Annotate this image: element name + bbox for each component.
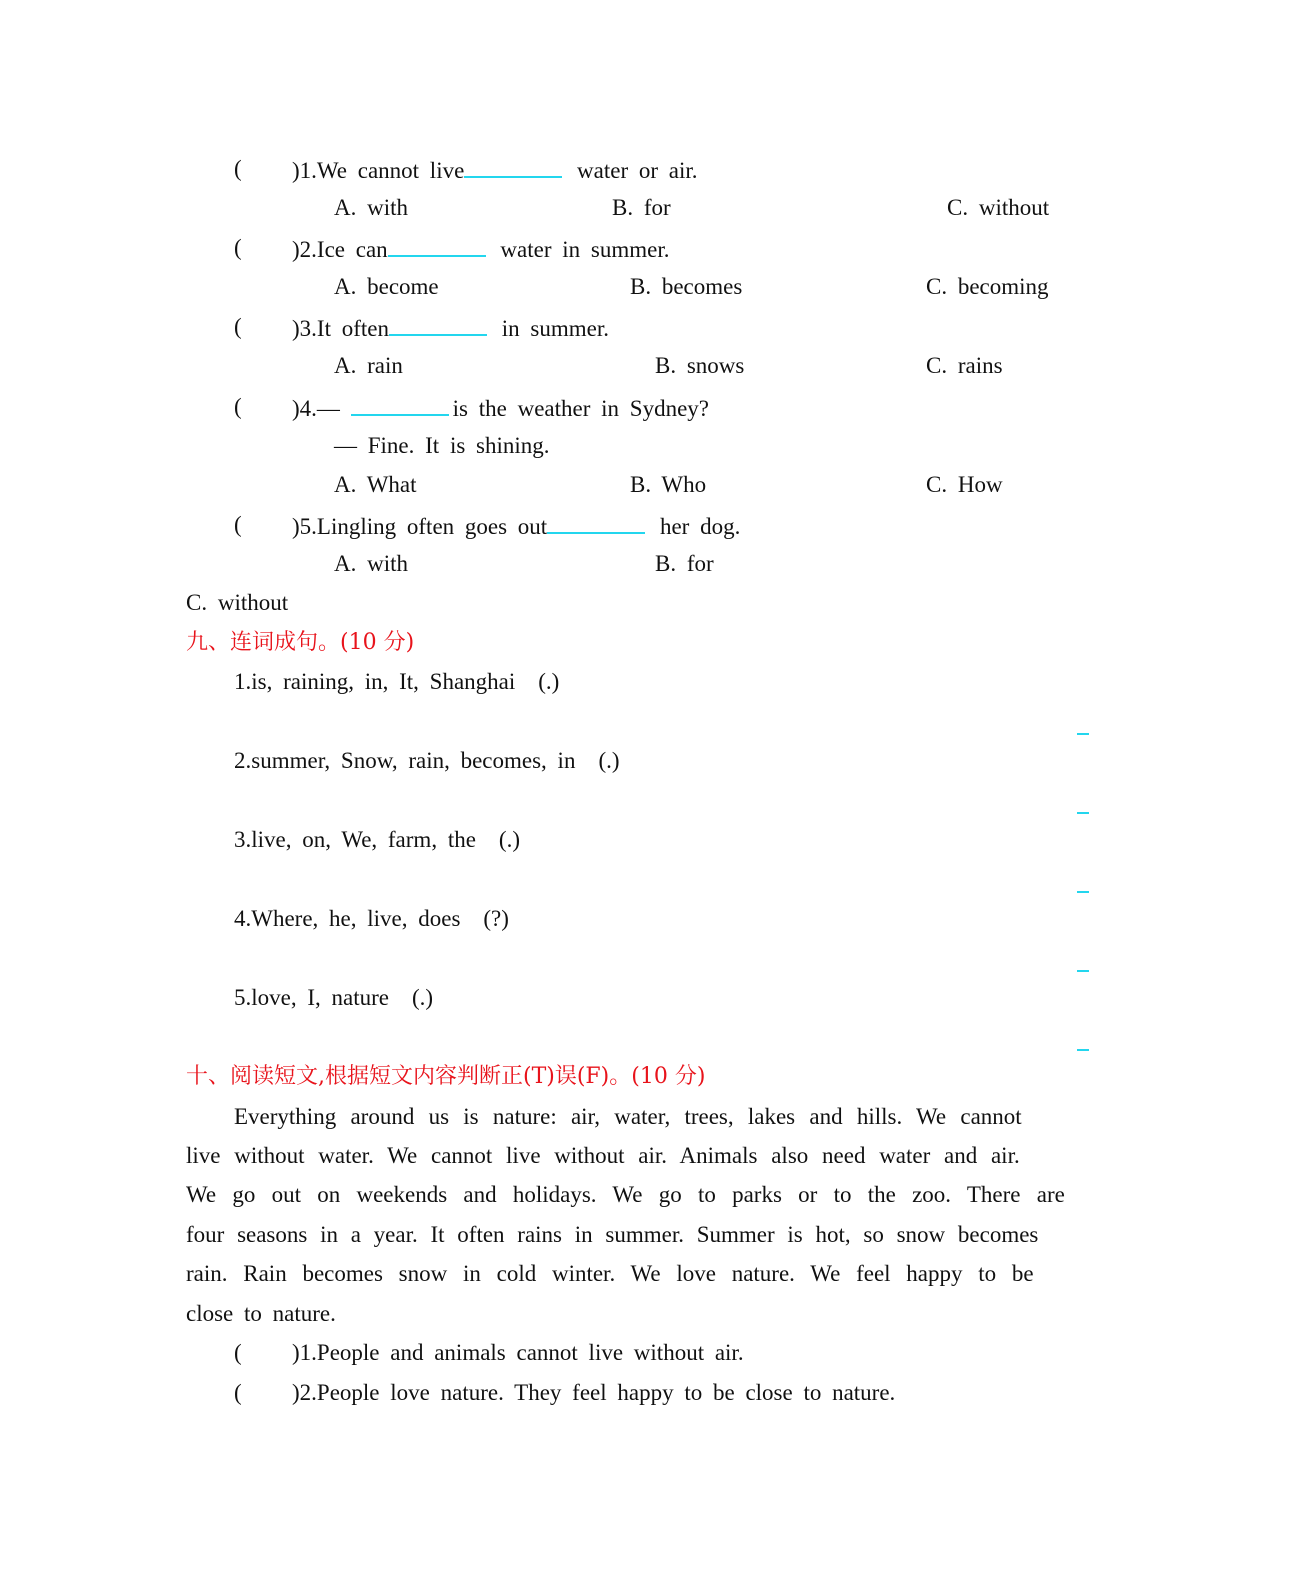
option-b[interactable]: B. for: [612, 195, 671, 220]
section-10-title: 十、阅读短文,根据短文内容判断正(T)误(F)。(10 分): [186, 1064, 706, 1089]
answer-blank[interactable]: [464, 154, 562, 178]
question-number: )2.: [292, 237, 317, 262]
option-c[interactable]: C. without: [947, 195, 1050, 220]
section-9-title: 九、连词成句。(10 分): [186, 630, 415, 655]
answer-paren[interactable]: (: [234, 156, 242, 181]
option-c[interactable]: C. How: [926, 472, 1003, 497]
reorder-item-4: 4.Where, he, live, does (?): [234, 906, 509, 931]
option-b[interactable]: B. snows: [655, 353, 745, 378]
answer-paren[interactable]: (: [234, 512, 242, 537]
answer-paren[interactable]: (: [234, 394, 242, 419]
option-b[interactable]: B. Who: [630, 472, 707, 497]
passage-line: close to nature.: [186, 1301, 336, 1326]
option-a[interactable]: A. with: [334, 551, 408, 576]
question-text: [292, 392, 709, 424]
question-stem-end: her dog.: [659, 514, 741, 539]
question-number: )5.: [292, 514, 317, 539]
passage-line: four seasons in a year. It often rains in summer. Summer is hot, so snow becomes: [186, 1222, 1039, 1247]
answer-blank[interactable]: [388, 233, 486, 257]
reorder-item-5: 5.love, I, nature (.): [234, 985, 434, 1010]
answer-blank[interactable]: [351, 392, 449, 416]
answer-line-3[interactable]: [1077, 891, 1089, 893]
question-text: [292, 510, 740, 542]
statement-text: )1.People and animals cannot live without air.: [292, 1340, 744, 1365]
question-text: [292, 233, 669, 265]
passage-line: Everything around us is nature: air, water, trees, lakes and hills. We cannot: [234, 1104, 1022, 1129]
dialogue-reply: — Fine. It is shining.: [334, 433, 550, 458]
question-number: )1.: [292, 158, 317, 183]
question-stem: We cannot live: [316, 158, 465, 183]
answer-blank[interactable]: [389, 312, 487, 336]
reorder-item-1: 1.is, raining, in, It, Shanghai (.): [234, 669, 560, 694]
reorder-item-3: 3.live, on, We, farm, the (.): [234, 827, 520, 852]
question-stem-end: in summer.: [501, 316, 609, 341]
answer-line-2[interactable]: [1077, 812, 1089, 814]
option-a[interactable]: A. become: [334, 274, 439, 299]
answer-line-5[interactable]: [1077, 1049, 1089, 1051]
question-number: )4.: [292, 396, 317, 421]
question-stem: It often: [316, 316, 389, 341]
answer-paren[interactable]: (: [234, 1380, 242, 1405]
answer-paren[interactable]: (: [234, 235, 242, 260]
question-stem: Ice can: [316, 237, 388, 262]
option-a[interactable]: A. with: [334, 195, 408, 220]
statement-text: )2.People love nature. They feel happy to be close to nature.: [292, 1380, 896, 1405]
question-text: [292, 312, 609, 344]
passage-line: We go out on weekends and holidays. We go to parks or to the zoo. There are: [186, 1182, 1065, 1207]
option-b[interactable]: B. for: [655, 551, 714, 576]
question-number: )3.: [292, 316, 317, 341]
option-c[interactable]: C. rains: [926, 353, 1003, 378]
answer-paren[interactable]: (: [234, 1340, 242, 1365]
passage-line: rain. Rain becomes snow in cold winter. We love nature. We feel happy to be: [186, 1261, 1034, 1286]
option-c[interactable]: C. without: [186, 590, 289, 615]
question-stem-end: water or air.: [577, 158, 698, 183]
reorder-item-2: 2.summer, Snow, rain, becomes, in (.): [234, 748, 620, 773]
answer-paren[interactable]: (: [234, 314, 242, 339]
answer-blank[interactable]: [547, 510, 645, 534]
question-text: [292, 154, 698, 186]
passage-line: live without water. We cannot live without air. Animals also need water and air.: [186, 1143, 1020, 1168]
question-stem: Lingling often goes out: [316, 514, 548, 539]
question-stem-end: is the weather in Sydney?: [452, 396, 709, 421]
option-c[interactable]: C. becoming: [926, 274, 1049, 299]
answer-line-4[interactable]: [1077, 970, 1089, 972]
answer-line-1[interactable]: [1077, 733, 1089, 735]
question-dash: —: [316, 396, 340, 421]
option-a[interactable]: A. What: [334, 472, 417, 497]
option-b[interactable]: B. becomes: [630, 274, 743, 299]
option-a[interactable]: A. rain: [334, 353, 403, 378]
question-stem-end: water in summer.: [500, 237, 670, 262]
